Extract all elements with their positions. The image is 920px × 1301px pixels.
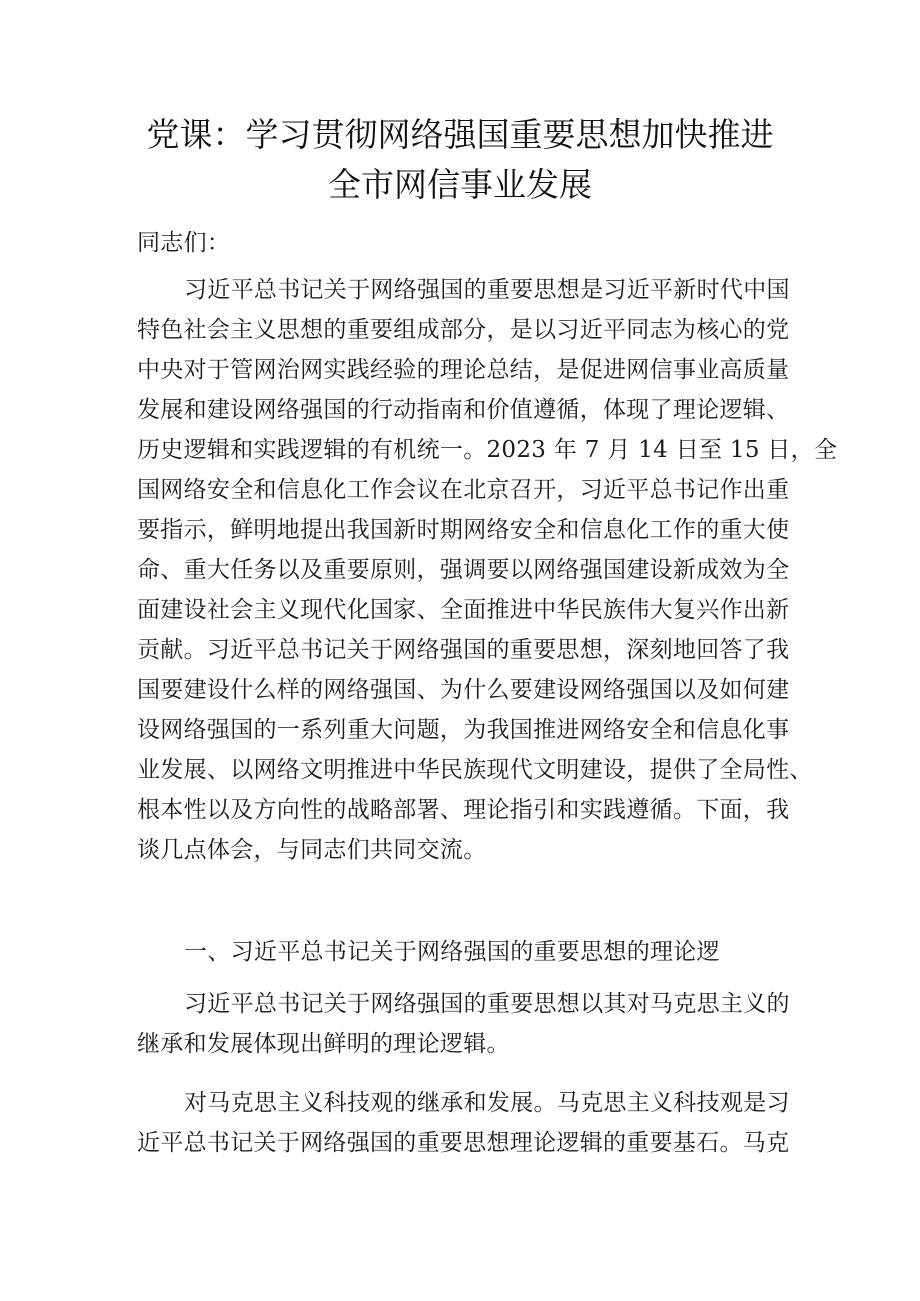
paragraph-line: 中央对于管网治网实践经验的理论总结，是促进网信事业高质量 bbox=[137, 357, 790, 383]
paragraph-line: 业发展、以网络文明推进中华民族现代文明建设，提供了全局性、 bbox=[137, 757, 813, 783]
paragraph-line: 命、重大任务以及重要原则，强调要以网络强国建设新成效为全 bbox=[137, 557, 790, 583]
paragraph-line: 要指示，鲜明地提出我国新时期网络安全和信息化工作的重大使 bbox=[137, 517, 790, 543]
document-title-line-1: 党课：学习贯彻网络强国重要思想加快推进 bbox=[146, 115, 774, 154]
paragraph-line: 历史逻辑和实践逻辑的有机统一。2023 年 7 月 14 日至 15 日，全 bbox=[137, 437, 838, 463]
paragraph-3 bbox=[137, 1083, 797, 1163]
salutation-text: 同志们： bbox=[137, 230, 231, 256]
paragraph-line: 近平总书记关于网络强国的重要思想理论逻辑的重要基石。马克 bbox=[137, 1130, 790, 1156]
paragraph-line: 习近平总书记关于网络强国的重要思想以其对马克思主义的 bbox=[184, 991, 790, 1017]
section-heading-text: 一、习近平总书记关于网络强国的重要思想的理论逻 bbox=[184, 939, 720, 965]
paragraph-line: 特色社会主义思想的重要组成部分，是以习近平同志为核心的党 bbox=[137, 317, 790, 343]
paragraph-1 bbox=[137, 270, 838, 870]
paragraph-line: 根本性以及方向性的战略部署、理论指引和实践遵循。下面，我 bbox=[137, 797, 790, 823]
paragraph-2 bbox=[137, 984, 797, 1064]
paragraph-line: 发展和建设网络强国的行动指南和价值遵循，体现了理论逻辑、 bbox=[137, 397, 790, 423]
section-heading-1 bbox=[137, 932, 797, 972]
paragraph-line: 谈几点体会，与同志们共同交流。 bbox=[137, 837, 487, 863]
paragraph-line: 贡献。习近平总书记关于网络强国的重要思想，深刻地回答了我 bbox=[137, 637, 790, 663]
document-title-line-2: 全市网信事业发展 bbox=[328, 165, 592, 204]
salutation bbox=[137, 223, 797, 263]
paragraph-line: 国网络安全和信息化工作会议在北京召开，习近平总书记作出重 bbox=[137, 477, 790, 503]
paragraph-line: 设网络强国的一系列重大问题，为我国推进网络安全和信息化事 bbox=[137, 717, 790, 743]
paragraph-line: 对马克思主义科技观的继承和发展。马克思主义科技观是习 bbox=[184, 1090, 790, 1116]
paragraph-line: 国要建设什么样的网络强国、为什么要建设网络强国以及如何建 bbox=[137, 677, 790, 703]
paragraph-line: 习近平总书记关于网络强国的重要思想是习近平新时代中国 bbox=[184, 277, 790, 303]
paragraph-line: 面建设社会主义现代化国家、全面推进中华民族伟大复兴作出新 bbox=[137, 597, 790, 623]
paragraph-line: 继承和发展体现出鲜明的理论逻辑。 bbox=[137, 1031, 510, 1057]
